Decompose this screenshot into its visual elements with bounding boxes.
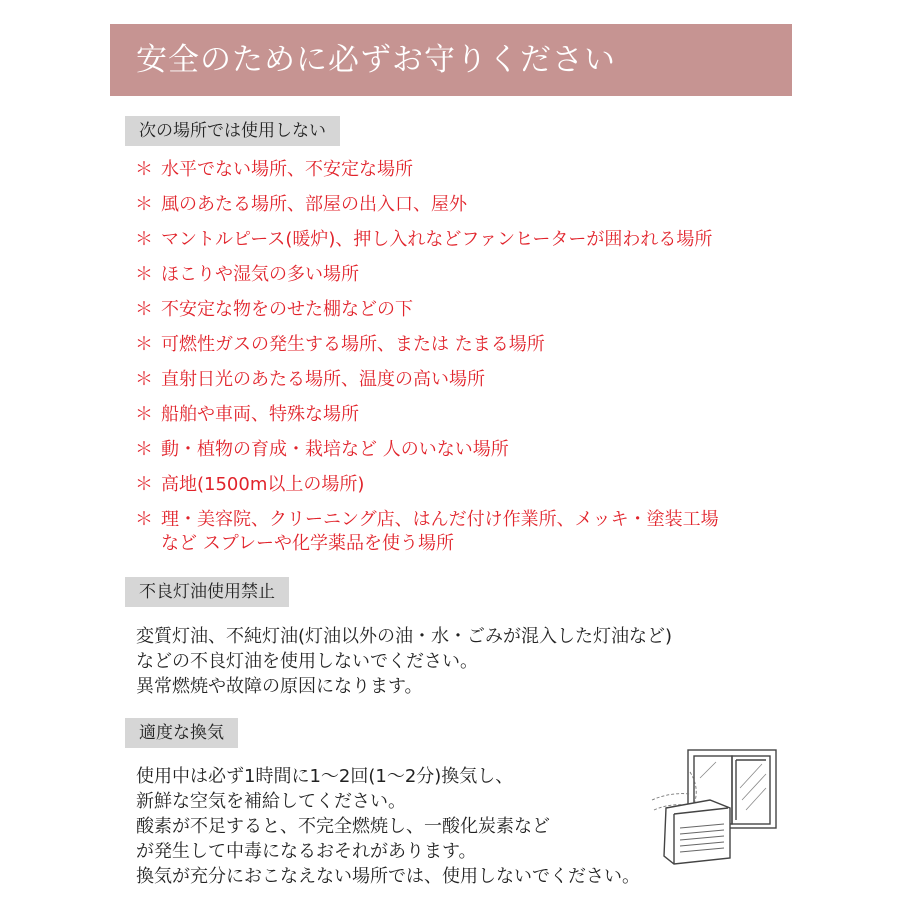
list-item: ＊ 不安定な物をのせた棚などの下	[135, 299, 413, 320]
list-item: ＊ 可燃性ガスの発生する場所、または たまる場所	[135, 334, 545, 355]
asterisk-icon: ＊	[135, 264, 153, 285]
list-item: ＊ 船舶や車両、特殊な場所	[135, 404, 359, 425]
asterisk-icon: ＊	[135, 334, 153, 355]
asterisk-icon: ＊	[135, 439, 153, 460]
section-label-bad-kerosene: 不良灯油使用禁止	[125, 577, 289, 607]
list-item: ＊ 高地(1500m以上の場所)	[135, 474, 365, 495]
page-title-banner	[110, 24, 792, 96]
list-item: ＊ ほこりや湿気の多い場所	[135, 264, 359, 285]
page-title: 安全のために必ずお守りください	[136, 42, 616, 78]
asterisk-icon: ＊	[135, 404, 153, 425]
heater-window-illustration	[650, 748, 780, 868]
asterisk-icon: ＊	[135, 159, 153, 180]
asterisk-icon: ＊	[135, 299, 153, 320]
ventilation-text: 使用中は必ず1時間に1〜2回(1〜2分)換気し、 新鮮な空気を補給してください。 酸素が不足すると、不完全燃焼し、一酸化炭素など が発生して中毒になるおそれがあります。 換気が充分におこなえない場所では、使用しないでください。	[136, 766, 640, 887]
list-item: ＊ 動・植物の育成・栽培など 人のいない場所	[135, 439, 509, 460]
section-label-ventilation: 適度な換気	[125, 718, 238, 748]
list-item: ＊ 水平でない場所、不安定な場所	[135, 159, 413, 180]
list-item: ＊ 直射日光のあたる場所、温度の高い場所	[135, 369, 485, 390]
asterisk-icon: ＊	[135, 509, 153, 530]
bad-kerosene-text: 変質灯油、不純灯油(灯油以外の油・水・ごみが混入した灯油など) などの不良灯油を使用しないでください。 異常燃焼や故障の原因になります。	[136, 626, 673, 697]
prohibited-places-list	[133, 158, 793, 560]
asterisk-icon: ＊	[135, 229, 153, 250]
asterisk-icon: ＊	[135, 194, 153, 215]
list-item: ＊ 風のあたる場所、部屋の出入口、屋外	[135, 194, 467, 215]
list-item: ＊ マントルピース(暖炉)、押し入れなどファンヒーターが囲われる場所	[135, 229, 713, 250]
section-label-prohibited-places: 次の場所では使用しない	[125, 116, 340, 146]
list-item: ＊ 理・美容院、クリーニング店、はんだ付け作業所、メッキ・塗装工場 など スプレーや化学薬品を使う場所	[135, 509, 719, 554]
asterisk-icon: ＊	[135, 474, 153, 495]
asterisk-icon: ＊	[135, 369, 153, 390]
